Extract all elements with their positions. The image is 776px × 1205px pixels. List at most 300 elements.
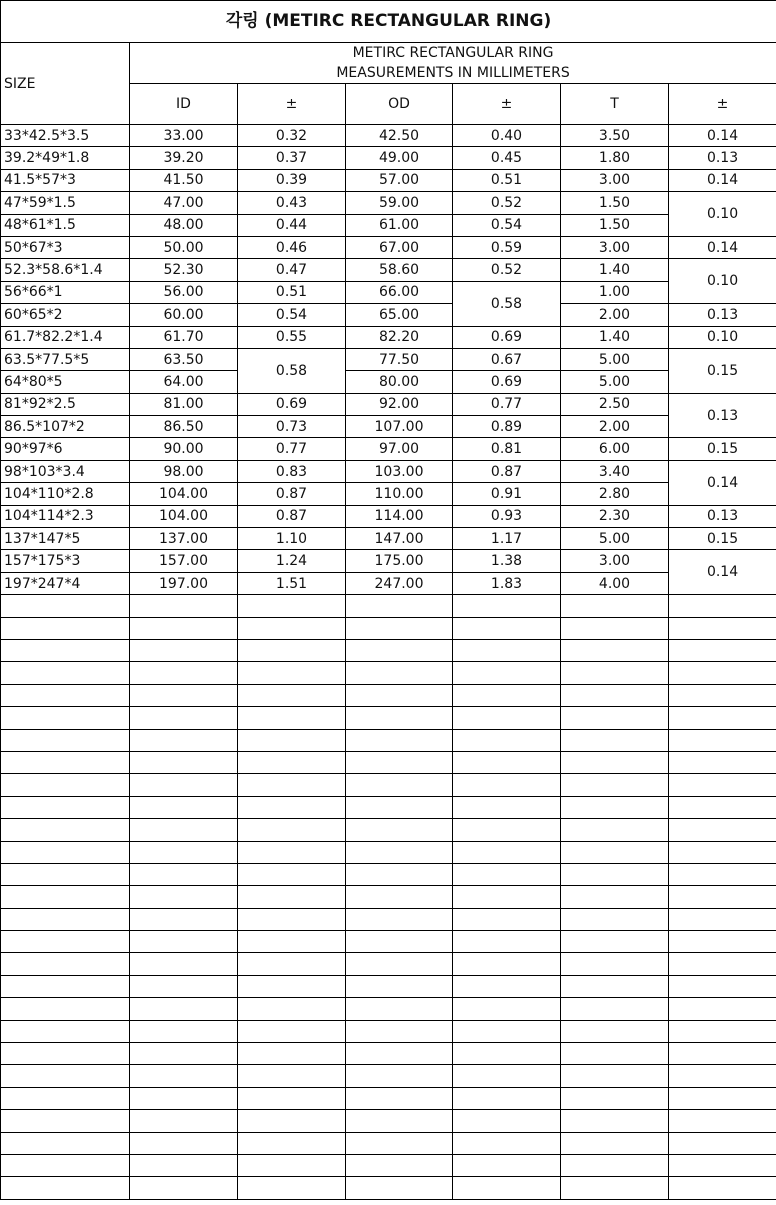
od-cell: 58.60 (346, 259, 453, 281)
empty-cell (669, 796, 776, 818)
t-tolerance-cell: 0.14 (669, 550, 776, 595)
empty-cell (453, 908, 561, 930)
empty-cell (238, 729, 346, 751)
empty-cell (346, 998, 453, 1020)
empty-cell (346, 931, 453, 953)
empty-row (1, 684, 776, 706)
id-tolerance-cell: 1.10 (238, 528, 346, 550)
empty-row (1, 751, 776, 773)
empty-row (1, 1043, 776, 1065)
t-tolerance-cell: 0.14 (669, 236, 776, 258)
empty-row (1, 886, 776, 908)
table-row (1, 192, 776, 214)
empty-cell (1, 751, 130, 773)
od-cell: 59.00 (346, 192, 453, 214)
empty-row (1, 998, 776, 1020)
empty-cell (453, 1132, 561, 1154)
empty-cell (238, 1110, 346, 1132)
od-tolerance-cell: 0.89 (453, 416, 561, 438)
empty-row (1, 863, 776, 885)
empty-row (1, 1154, 776, 1176)
empty-cell (130, 1177, 238, 1199)
od-tolerance-cell: 0.59 (453, 236, 561, 258)
empty-cell (669, 819, 776, 841)
empty-cell (238, 707, 346, 729)
id-cell: 52.30 (130, 259, 238, 281)
empty-cell (130, 617, 238, 639)
od-cell: 107.00 (346, 416, 453, 438)
od-tolerance-cell: 0.67 (453, 348, 561, 370)
od-cell: 49.00 (346, 147, 453, 169)
t-cell: 2.30 (561, 505, 669, 527)
empty-cell (669, 662, 776, 684)
t-tolerance-cell: 0.13 (669, 393, 776, 438)
od-cell: 147.00 (346, 528, 453, 550)
od-cell: 114.00 (346, 505, 453, 527)
empty-cell (669, 1132, 776, 1154)
empty-cell (130, 595, 238, 617)
t-tolerance-cell: 0.13 (669, 304, 776, 326)
empty-row (1, 1087, 776, 1109)
column-header-t-tolerance: ± (669, 84, 776, 125)
empty-cell (130, 1065, 238, 1087)
empty-cell (238, 617, 346, 639)
od-cell: 247.00 (346, 572, 453, 594)
empty-cell (453, 953, 561, 975)
id-cell: 63.50 (130, 348, 238, 370)
size-cell: 60*65*2 (1, 304, 130, 326)
empty-cell (453, 975, 561, 997)
empty-cell (238, 1043, 346, 1065)
table-title: 각링 (METIRC RECTANGULAR RING) (1, 1, 776, 43)
t-tolerance-cell: 0.13 (669, 505, 776, 527)
empty-row (1, 617, 776, 639)
size-cell: 48*61*1.5 (1, 214, 130, 236)
empty-cell (561, 729, 669, 751)
empty-cell (561, 1177, 669, 1199)
od-cell: 42.50 (346, 125, 453, 147)
empty-cell (561, 863, 669, 885)
empty-cell (238, 886, 346, 908)
empty-cell (453, 819, 561, 841)
empty-cell (669, 1110, 776, 1132)
size-header: SIZE (1, 43, 130, 125)
empty-row (1, 1177, 776, 1199)
empty-cell (346, 1020, 453, 1042)
od-tolerance-cell: 0.87 (453, 460, 561, 482)
size-cell: 39.2*49*1.8 (1, 147, 130, 169)
empty-cell (1, 595, 130, 617)
t-cell: 2.80 (561, 483, 669, 505)
empty-cell (346, 729, 453, 751)
od-cell: 67.00 (346, 236, 453, 258)
empty-cell (561, 1154, 669, 1176)
od-cell: 61.00 (346, 214, 453, 236)
empty-cell (130, 841, 238, 863)
empty-row (1, 953, 776, 975)
column-header-od: OD (346, 84, 453, 125)
empty-cell (561, 1110, 669, 1132)
empty-cell (669, 1065, 776, 1087)
empty-cell (561, 1132, 669, 1154)
id-cell: 50.00 (130, 236, 238, 258)
empty-cell (1, 774, 130, 796)
t-cell: 3.00 (561, 169, 669, 191)
empty-row (1, 662, 776, 684)
table-row (1, 125, 776, 147)
empty-cell (561, 819, 669, 841)
empty-cell (346, 751, 453, 773)
empty-cell (238, 595, 346, 617)
empty-cell (346, 1154, 453, 1176)
empty-cell (238, 774, 346, 796)
t-tolerance-cell: 0.13 (669, 147, 776, 169)
id-cell: 64.00 (130, 371, 238, 393)
size-cell: 81*92*2.5 (1, 393, 130, 415)
od-cell: 82.20 (346, 326, 453, 348)
empty-cell (561, 998, 669, 1020)
od-tolerance-cell: 0.52 (453, 259, 561, 281)
od-tolerance-cell: 0.81 (453, 438, 561, 460)
od-cell: 57.00 (346, 169, 453, 191)
od-cell: 65.00 (346, 304, 453, 326)
empty-cell (669, 729, 776, 751)
empty-cell (1, 1154, 130, 1176)
empty-cell (561, 1043, 669, 1065)
table-row (1, 438, 776, 460)
empty-cell (453, 707, 561, 729)
table-row (1, 460, 776, 482)
id-cell: 81.00 (130, 393, 238, 415)
empty-cell (130, 639, 238, 661)
empty-cell (130, 908, 238, 930)
od-cell: 97.00 (346, 438, 453, 460)
table-row (1, 281, 776, 303)
empty-cell (1, 953, 130, 975)
empty-cell (238, 908, 346, 930)
empty-cell (453, 886, 561, 908)
empty-cell (453, 639, 561, 661)
empty-cell (346, 908, 453, 930)
empty-cell (346, 684, 453, 706)
od-tolerance-cell: 0.45 (453, 147, 561, 169)
empty-cell (238, 1154, 346, 1176)
empty-cell (669, 751, 776, 773)
empty-cell (453, 1065, 561, 1087)
empty-cell (238, 751, 346, 773)
t-tolerance-cell: 0.10 (669, 192, 776, 237)
id-cell: 137.00 (130, 528, 238, 550)
empty-cell (669, 707, 776, 729)
t-cell: 4.00 (561, 572, 669, 594)
size-cell: 197*247*4 (1, 572, 130, 594)
table-row (1, 147, 776, 169)
empty-cell (346, 1087, 453, 1109)
empty-cell (130, 1087, 238, 1109)
empty-cell (238, 684, 346, 706)
id-tolerance-cell: 0.87 (238, 505, 346, 527)
od-tolerance-cell: 0.77 (453, 393, 561, 415)
empty-cell (1, 1087, 130, 1109)
t-cell: 3.40 (561, 460, 669, 482)
id-cell: 157.00 (130, 550, 238, 572)
empty-cell (561, 796, 669, 818)
table-body (1, 125, 776, 595)
empty-cell (453, 774, 561, 796)
id-cell: 47.00 (130, 192, 238, 214)
group-header-line1: METIRC RECTANGULAR RING (352, 45, 554, 61)
table-row (1, 528, 776, 550)
empty-cell (669, 595, 776, 617)
empty-row (1, 707, 776, 729)
empty-cell (346, 819, 453, 841)
od-tolerance-cell: 1.38 (453, 550, 561, 572)
t-cell: 3.50 (561, 125, 669, 147)
empty-cell (1, 707, 130, 729)
empty-cell (1, 1110, 130, 1132)
id-cell: 104.00 (130, 483, 238, 505)
od-tolerance-cell: 0.52 (453, 192, 561, 214)
size-cell: 64*80*5 (1, 371, 130, 393)
empty-cell (346, 1110, 453, 1132)
table-row (1, 483, 776, 505)
empty-cell (238, 975, 346, 997)
empty-cell (346, 662, 453, 684)
empty-cell (561, 662, 669, 684)
size-cell: 86.5*107*2 (1, 416, 130, 438)
empty-cell (238, 796, 346, 818)
id-cell: 33.00 (130, 125, 238, 147)
empty-cell (1, 931, 130, 953)
t-cell: 5.00 (561, 371, 669, 393)
od-tolerance-cell: 1.17 (453, 528, 561, 550)
empty-cell (1, 908, 130, 930)
empty-cell (561, 953, 669, 975)
id-cell: 41.50 (130, 169, 238, 191)
table-row (1, 214, 776, 236)
empty-cell (669, 1020, 776, 1042)
od-cell: 175.00 (346, 550, 453, 572)
id-tolerance-cell: 0.39 (238, 169, 346, 191)
empty-cell (1, 662, 130, 684)
empty-cell (561, 1065, 669, 1087)
table-row (1, 304, 776, 326)
empty-cell (130, 1020, 238, 1042)
empty-cell (561, 1087, 669, 1109)
t-tolerance-cell: 0.15 (669, 528, 776, 550)
empty-cell (130, 1154, 238, 1176)
id-tolerance-cell: 0.47 (238, 259, 346, 281)
empty-cell (130, 863, 238, 885)
empty-cell (130, 1043, 238, 1065)
table-row (1, 259, 776, 281)
empty-cell (130, 662, 238, 684)
empty-row (1, 774, 776, 796)
table-row (1, 550, 776, 572)
empty-cell (453, 1020, 561, 1042)
od-tolerance-cell: 0.69 (453, 371, 561, 393)
empty-cell (453, 998, 561, 1020)
empty-cell (346, 796, 453, 818)
empty-row (1, 841, 776, 863)
empty-cell (561, 975, 669, 997)
empty-cell (1, 819, 130, 841)
od-cell: 103.00 (346, 460, 453, 482)
empty-cell (238, 1087, 346, 1109)
table-row (1, 393, 776, 415)
t-tolerance-cell: 0.14 (669, 125, 776, 147)
empty-cell (346, 1177, 453, 1199)
empty-row (1, 908, 776, 930)
empty-cell (1, 975, 130, 997)
empty-row (1, 1065, 776, 1087)
empty-cell (453, 931, 561, 953)
empty-cell (130, 1110, 238, 1132)
empty-cell (238, 931, 346, 953)
empty-cell (669, 886, 776, 908)
empty-cell (669, 908, 776, 930)
id-tolerance-cell: 0.58 (238, 348, 346, 393)
id-tolerance-cell: 0.37 (238, 147, 346, 169)
id-tolerance-cell: 1.24 (238, 550, 346, 572)
empty-cell (669, 774, 776, 796)
od-cell: 66.00 (346, 281, 453, 303)
id-tolerance-cell: 0.77 (238, 438, 346, 460)
size-cell: 104*114*2.3 (1, 505, 130, 527)
empty-cell (669, 975, 776, 997)
empty-cell (453, 1177, 561, 1199)
empty-cell (238, 1020, 346, 1042)
empty-cell (669, 841, 776, 863)
id-tolerance-cell: 0.55 (238, 326, 346, 348)
t-cell: 1.40 (561, 326, 669, 348)
size-cell: 52.3*58.6*1.4 (1, 259, 130, 281)
column-header-id-tolerance: ± (238, 84, 346, 125)
empty-cell (130, 1132, 238, 1154)
empty-cell (346, 1043, 453, 1065)
od-tolerance-cell: 0.58 (453, 281, 561, 326)
empty-cell (346, 886, 453, 908)
t-tolerance-cell: 0.15 (669, 438, 776, 460)
empty-cell (453, 1154, 561, 1176)
id-tolerance-cell: 0.44 (238, 214, 346, 236)
id-tolerance-cell: 0.69 (238, 393, 346, 415)
empty-cell (130, 886, 238, 908)
table-row (1, 236, 776, 258)
empty-cell (238, 1065, 346, 1087)
empty-cell (669, 617, 776, 639)
empty-cell (346, 841, 453, 863)
empty-cell (346, 707, 453, 729)
id-tolerance-cell: 0.51 (238, 281, 346, 303)
empty-row (1, 729, 776, 751)
empty-rows-body (1, 595, 776, 1200)
id-tolerance-cell: 0.87 (238, 483, 346, 505)
empty-cell (669, 1177, 776, 1199)
empty-cell (453, 796, 561, 818)
empty-cell (669, 931, 776, 953)
t-cell: 3.00 (561, 550, 669, 572)
empty-cell (669, 684, 776, 706)
t-cell: 2.00 (561, 416, 669, 438)
empty-cell (561, 931, 669, 953)
t-tolerance-cell: 0.14 (669, 169, 776, 191)
table-row (1, 348, 776, 370)
empty-row (1, 1132, 776, 1154)
table-row (1, 505, 776, 527)
empty-cell (561, 774, 669, 796)
empty-row (1, 796, 776, 818)
size-cell: 50*67*3 (1, 236, 130, 258)
empty-cell (1, 1043, 130, 1065)
empty-row (1, 931, 776, 953)
empty-cell (346, 595, 453, 617)
empty-cell (1, 1065, 130, 1087)
column-header-t: T (561, 84, 669, 125)
empty-cell (1, 796, 130, 818)
id-cell: 39.20 (130, 147, 238, 169)
size-cell: 104*110*2.8 (1, 483, 130, 505)
t-tolerance-cell: 0.10 (669, 259, 776, 304)
empty-row (1, 1020, 776, 1042)
id-cell: 61.70 (130, 326, 238, 348)
empty-cell (130, 796, 238, 818)
empty-cell (238, 998, 346, 1020)
empty-cell (453, 684, 561, 706)
empty-cell (1, 886, 130, 908)
od-tolerance-cell: 0.91 (453, 483, 561, 505)
od-cell: 92.00 (346, 393, 453, 415)
empty-cell (346, 863, 453, 885)
size-cell: 98*103*3.4 (1, 460, 130, 482)
od-tolerance-cell: 0.69 (453, 326, 561, 348)
empty-cell (130, 707, 238, 729)
empty-cell (1, 729, 130, 751)
empty-cell (561, 1020, 669, 1042)
empty-cell (130, 729, 238, 751)
empty-row (1, 1110, 776, 1132)
od-tolerance-cell: 0.93 (453, 505, 561, 527)
empty-cell (346, 639, 453, 661)
size-cell: 61.7*82.2*1.4 (1, 326, 130, 348)
t-tolerance-cell: 0.15 (669, 348, 776, 393)
column-header-od-tolerance: ± (453, 84, 561, 125)
empty-cell (561, 886, 669, 908)
empty-cell (130, 975, 238, 997)
empty-cell (561, 707, 669, 729)
empty-cell (130, 931, 238, 953)
empty-cell (130, 953, 238, 975)
empty-cell (346, 1132, 453, 1154)
empty-cell (130, 684, 238, 706)
column-header-id: ID (130, 84, 238, 125)
empty-cell (561, 595, 669, 617)
table-row (1, 326, 776, 348)
empty-cell (453, 729, 561, 751)
empty-cell (453, 863, 561, 885)
empty-cell (669, 998, 776, 1020)
size-cell: 41.5*57*3 (1, 169, 130, 191)
empty-cell (669, 863, 776, 885)
table-row (1, 572, 776, 594)
id-cell: 197.00 (130, 572, 238, 594)
empty-cell (238, 953, 346, 975)
od-tolerance-cell: 1.83 (453, 572, 561, 594)
size-cell: 56*66*1 (1, 281, 130, 303)
empty-cell (453, 1110, 561, 1132)
t-cell: 1.80 (561, 147, 669, 169)
empty-cell (346, 617, 453, 639)
